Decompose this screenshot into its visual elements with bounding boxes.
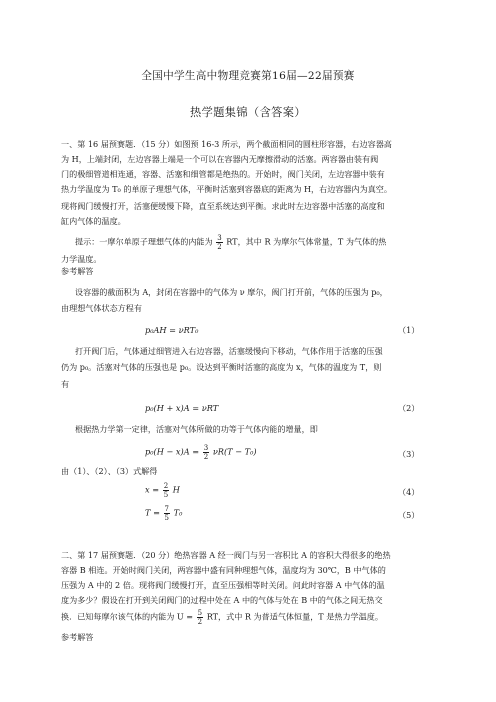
- fraction-denominator: 2: [203, 453, 209, 461]
- problem1-line: 现将阀门缓慢打开，活塞便缓慢下降，直至系统达到平衡。求此时左边容器中活塞的高度和: [61, 201, 385, 211]
- solution-line: 打开阀门后，气体通过细管进入右边容器，活塞缓慢向下移动，气体作用于活塞的压强: [75, 346, 383, 356]
- equation-3-right: νR(T − T₀): [212, 446, 257, 457]
- solution-line: 设容器的截面积为 A，封闭在容器中的气体为 ν 摩尔，阀门打开前，气体的压强为 p₀，: [75, 287, 388, 297]
- fraction-denominator: 5: [164, 514, 170, 522]
- equation-5-right: T₀: [173, 507, 183, 518]
- equation-5: [145, 505, 182, 522]
- problem2-line: 容器 B 相连。开始时阀门关闭，两容器中盛有同种理想气体，温度均为 30℃，B 中气体的: [61, 565, 386, 575]
- problem2-line: 二、第 17 届预赛题．（20 分）绝热容器 A 经一阀门与另一容积比 A 的容积大得很多的绝热: [61, 550, 391, 560]
- fraction-numerator: 7: [164, 505, 170, 513]
- fraction-denominator: 2: [197, 618, 203, 626]
- equation-5-number: （5）: [398, 510, 420, 520]
- equation-2: p₀(H + x)A = νRT: [145, 403, 219, 413]
- equation-3-fraction: [203, 444, 209, 461]
- answer-label: 参考解答: [61, 632, 94, 642]
- fraction-denominator: 2: [217, 243, 222, 251]
- equation-3-left: p₀(H − x)A =: [145, 446, 200, 457]
- equation-4-fraction: [163, 482, 169, 499]
- problem1-line: 为 H，上端封闭，左边容器上端是一个可以在容器内无摩擦滑动的活塞。两容器由装有阀: [61, 154, 379, 164]
- problem2-text-pre: 换．已知每摩尔该气体的内能为 U =: [61, 611, 194, 622]
- problem1-line: 门的极细管道相连通，容器、活塞和细管都是绝热的。开始时，阀门关闭，左边容器中装有: [61, 169, 385, 179]
- equation-3: [145, 444, 257, 461]
- hint-fraction: [216, 234, 222, 251]
- fraction-numerator: 2: [163, 482, 169, 490]
- equation-4-number: （4）: [398, 487, 420, 497]
- fraction-denominator: 5: [163, 491, 169, 499]
- equation-4-right: H: [172, 484, 180, 495]
- hint-text-post: RT，其中 R 为摩尔气体常量，T 为气体的热: [226, 236, 387, 247]
- equation-4-left: x =: [145, 484, 160, 495]
- solution-line: 由理想气体状态方程有: [61, 303, 142, 313]
- fraction-numerator: 3: [203, 444, 209, 452]
- problem1-line: 一、第 16 届预赛题．（15 分）如图预 16-3 所示，两个截面相同的圆柱形容器，右边容器高: [61, 139, 392, 149]
- equation-2-number: （2）: [398, 403, 420, 413]
- problem2-line: 度为多少？假设在打开到关闭阀门的过程中处在 A 中的气体与处在 B 中的气体之间无热交: [61, 595, 383, 605]
- solution-line: 根据热力学第一定律，活塞对气体所做的功等于气体内能的增量，即: [75, 424, 318, 434]
- problem1-hint: [75, 234, 386, 251]
- equation-4: [145, 482, 180, 499]
- problem2-line: 压强为 A 中的 2 倍。现将阀门缓慢打开，直至压强相等时关闭。问此时容器 A 中气体的温: [61, 580, 385, 590]
- document-subtitle: 热学题集锦（含答案）: [190, 106, 306, 119]
- problem2-last-line: [61, 609, 383, 626]
- problem1-line: 热力学温度为 T₀ 的单原子理想气体，平衡时活塞到容器底的距离为 H，右边容器内为真空。: [61, 184, 392, 194]
- document-title: 全国中学生高中物理竞赛第16届—22届预赛: [141, 70, 355, 82]
- solution-line: 仍为 p₀。活塞对气体的压强也是 p₀。设达到平衡时活塞的高度为 x，气体的温度为 T，则: [61, 362, 382, 372]
- equation-1-number: （1）: [398, 325, 420, 335]
- fraction-numerator: 5: [197, 609, 203, 617]
- equation-5-fraction: [164, 505, 170, 522]
- equation-3-number: （3）: [398, 449, 420, 459]
- answer-label: 参考解答: [61, 266, 94, 276]
- fraction-numerator: 3: [217, 234, 222, 242]
- problem2-fraction: [197, 609, 203, 626]
- problem1-line: 缸内气体的温度。: [61, 216, 126, 226]
- equation-5-left: T =: [145, 507, 160, 518]
- hint-text-pre: 提示：一摩尔单原子理想气体的内能为: [75, 236, 213, 247]
- equation-1: p₀AH = νRT₀: [145, 325, 199, 335]
- problem2-text-post: RT，式中 R 为普适气体恒量，T 是热力学温度。: [206, 611, 383, 622]
- solution-line: 有: [61, 379, 70, 389]
- problem1-hint-line2: 力学温度。: [61, 254, 102, 264]
- solution-line: 由（1）、（2）、（3）式解得: [61, 466, 158, 476]
